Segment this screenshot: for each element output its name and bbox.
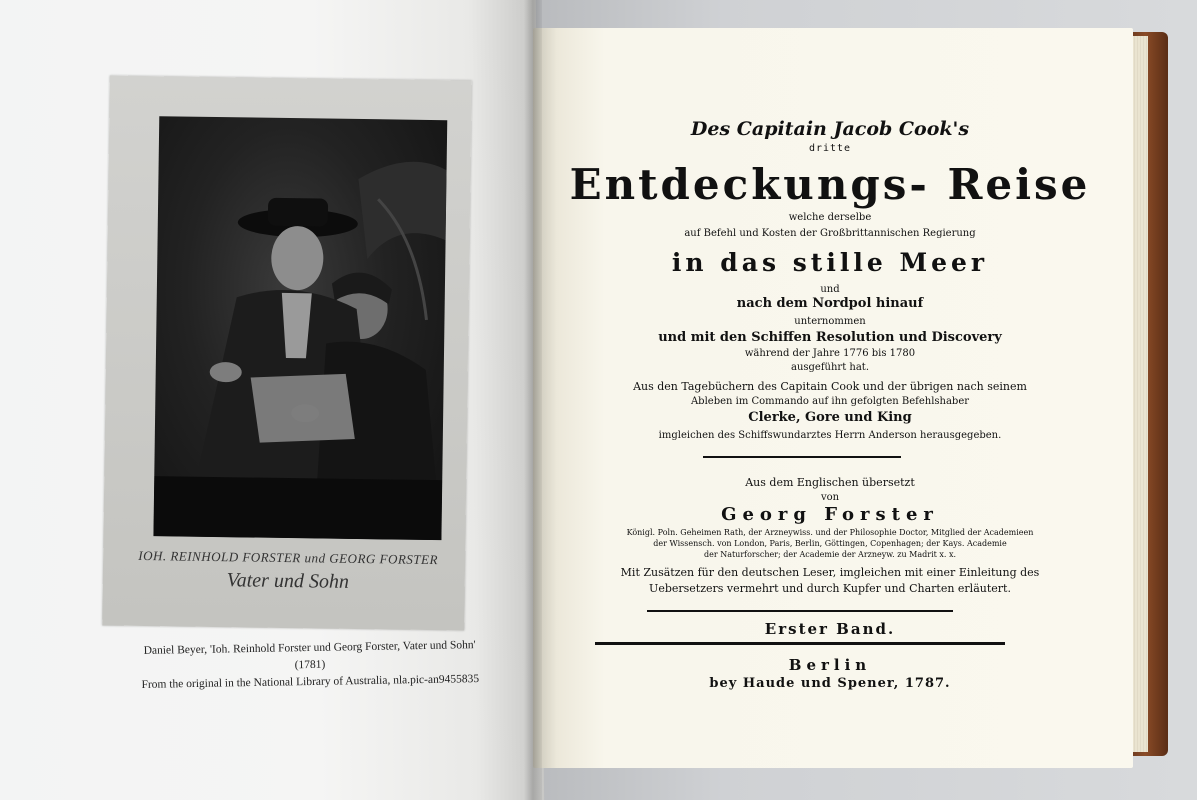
title-line-10: und mit den Schiffen Resolution und Discovery (658, 330, 1002, 345)
book-gutter (524, 0, 542, 800)
figure-caption (140, 637, 481, 694)
figure-caption-line1: Daniel Beyer, 'Ioh. Reinhold Forster und Georg Forster, Vater und Sohn' (1781) (143, 639, 476, 672)
engraving-plate (102, 75, 472, 630)
title-line-11: während der Jahre 1776 bis 1780 (744, 348, 916, 359)
title-line-21: der Wissensch. von London, Paris, Berlin, Göttingen, Copenhagen; der Kays. Academie (653, 539, 1007, 548)
title-line-17: Aus dem Englischen übersetzt (745, 476, 915, 489)
title-line-5: auf Befehl und Kosten der Großbrittannischen Regierung (684, 228, 976, 239)
title-line-20: Königl. Poln. Geheimen Rath, der Arzneywiss. und der Philosophie Doctor, Mitglied der Academieen (626, 528, 1034, 537)
translator-name: Georg Forster (721, 504, 939, 525)
portrait-engraving (153, 116, 447, 540)
title-line-24: Uebersetzers vermehrt und durch Kupfer und Charten erläutert. (649, 582, 1011, 595)
portrait-illustration (153, 116, 447, 540)
title-line-18: von (820, 492, 840, 503)
title-line-main: Entdeckungs- Reise (569, 160, 1091, 209)
publication-place: Berlin (788, 656, 872, 674)
plate-caption-names: IOH. REINHOLD FORSTER und GEORG FORSTER (138, 547, 439, 568)
title-line-12: ausgeführt hat. (790, 362, 869, 373)
divider-rule-2 (647, 610, 953, 612)
volume-label: Erster Band. (764, 620, 896, 638)
title-line-23: Mit Zusätzen für den deutschen Leser, imgleichen mit einer Einleitung des (620, 566, 1040, 579)
title-line-4: welche derselbe (788, 212, 872, 223)
title-line-8: nach dem Nordpol hinauf (736, 296, 924, 311)
publisher-line: bey Haude und Spener, 1787. (709, 676, 951, 691)
figure-caption-line2: From the original in the National Library of Australia, nla.pic-an9455835 (141, 673, 480, 691)
title-line-22: der Naturforscher; der Academie der Arzneyw. zu Madrit x. x. (703, 550, 957, 559)
divider-rule-3 (595, 642, 1005, 645)
title-line-14: Ableben im Commando auf ihn gefolgten Befehlshaber (690, 396, 970, 407)
title-line-15: Clerke, Gore und King (748, 410, 912, 425)
title-line-9: unternommen (794, 316, 866, 327)
title-line-6: in das stille Meer (671, 248, 989, 277)
title-line-2: dritte (808, 143, 852, 154)
title-line-7: und (820, 284, 840, 295)
title-line-1: Des Capitain Jacob Cook's (690, 118, 970, 140)
title-line-13: Aus den Tagebüchern des Capitain Cook und der übrigen nach seinem (633, 380, 1027, 393)
title-line-16: imgleichen des Schiffswundarztes Herrn Anderson herausgegeben. (658, 430, 1002, 441)
plate-caption-subtitle: Vater und Sohn (226, 569, 350, 593)
divider-rule-1 (703, 456, 901, 458)
